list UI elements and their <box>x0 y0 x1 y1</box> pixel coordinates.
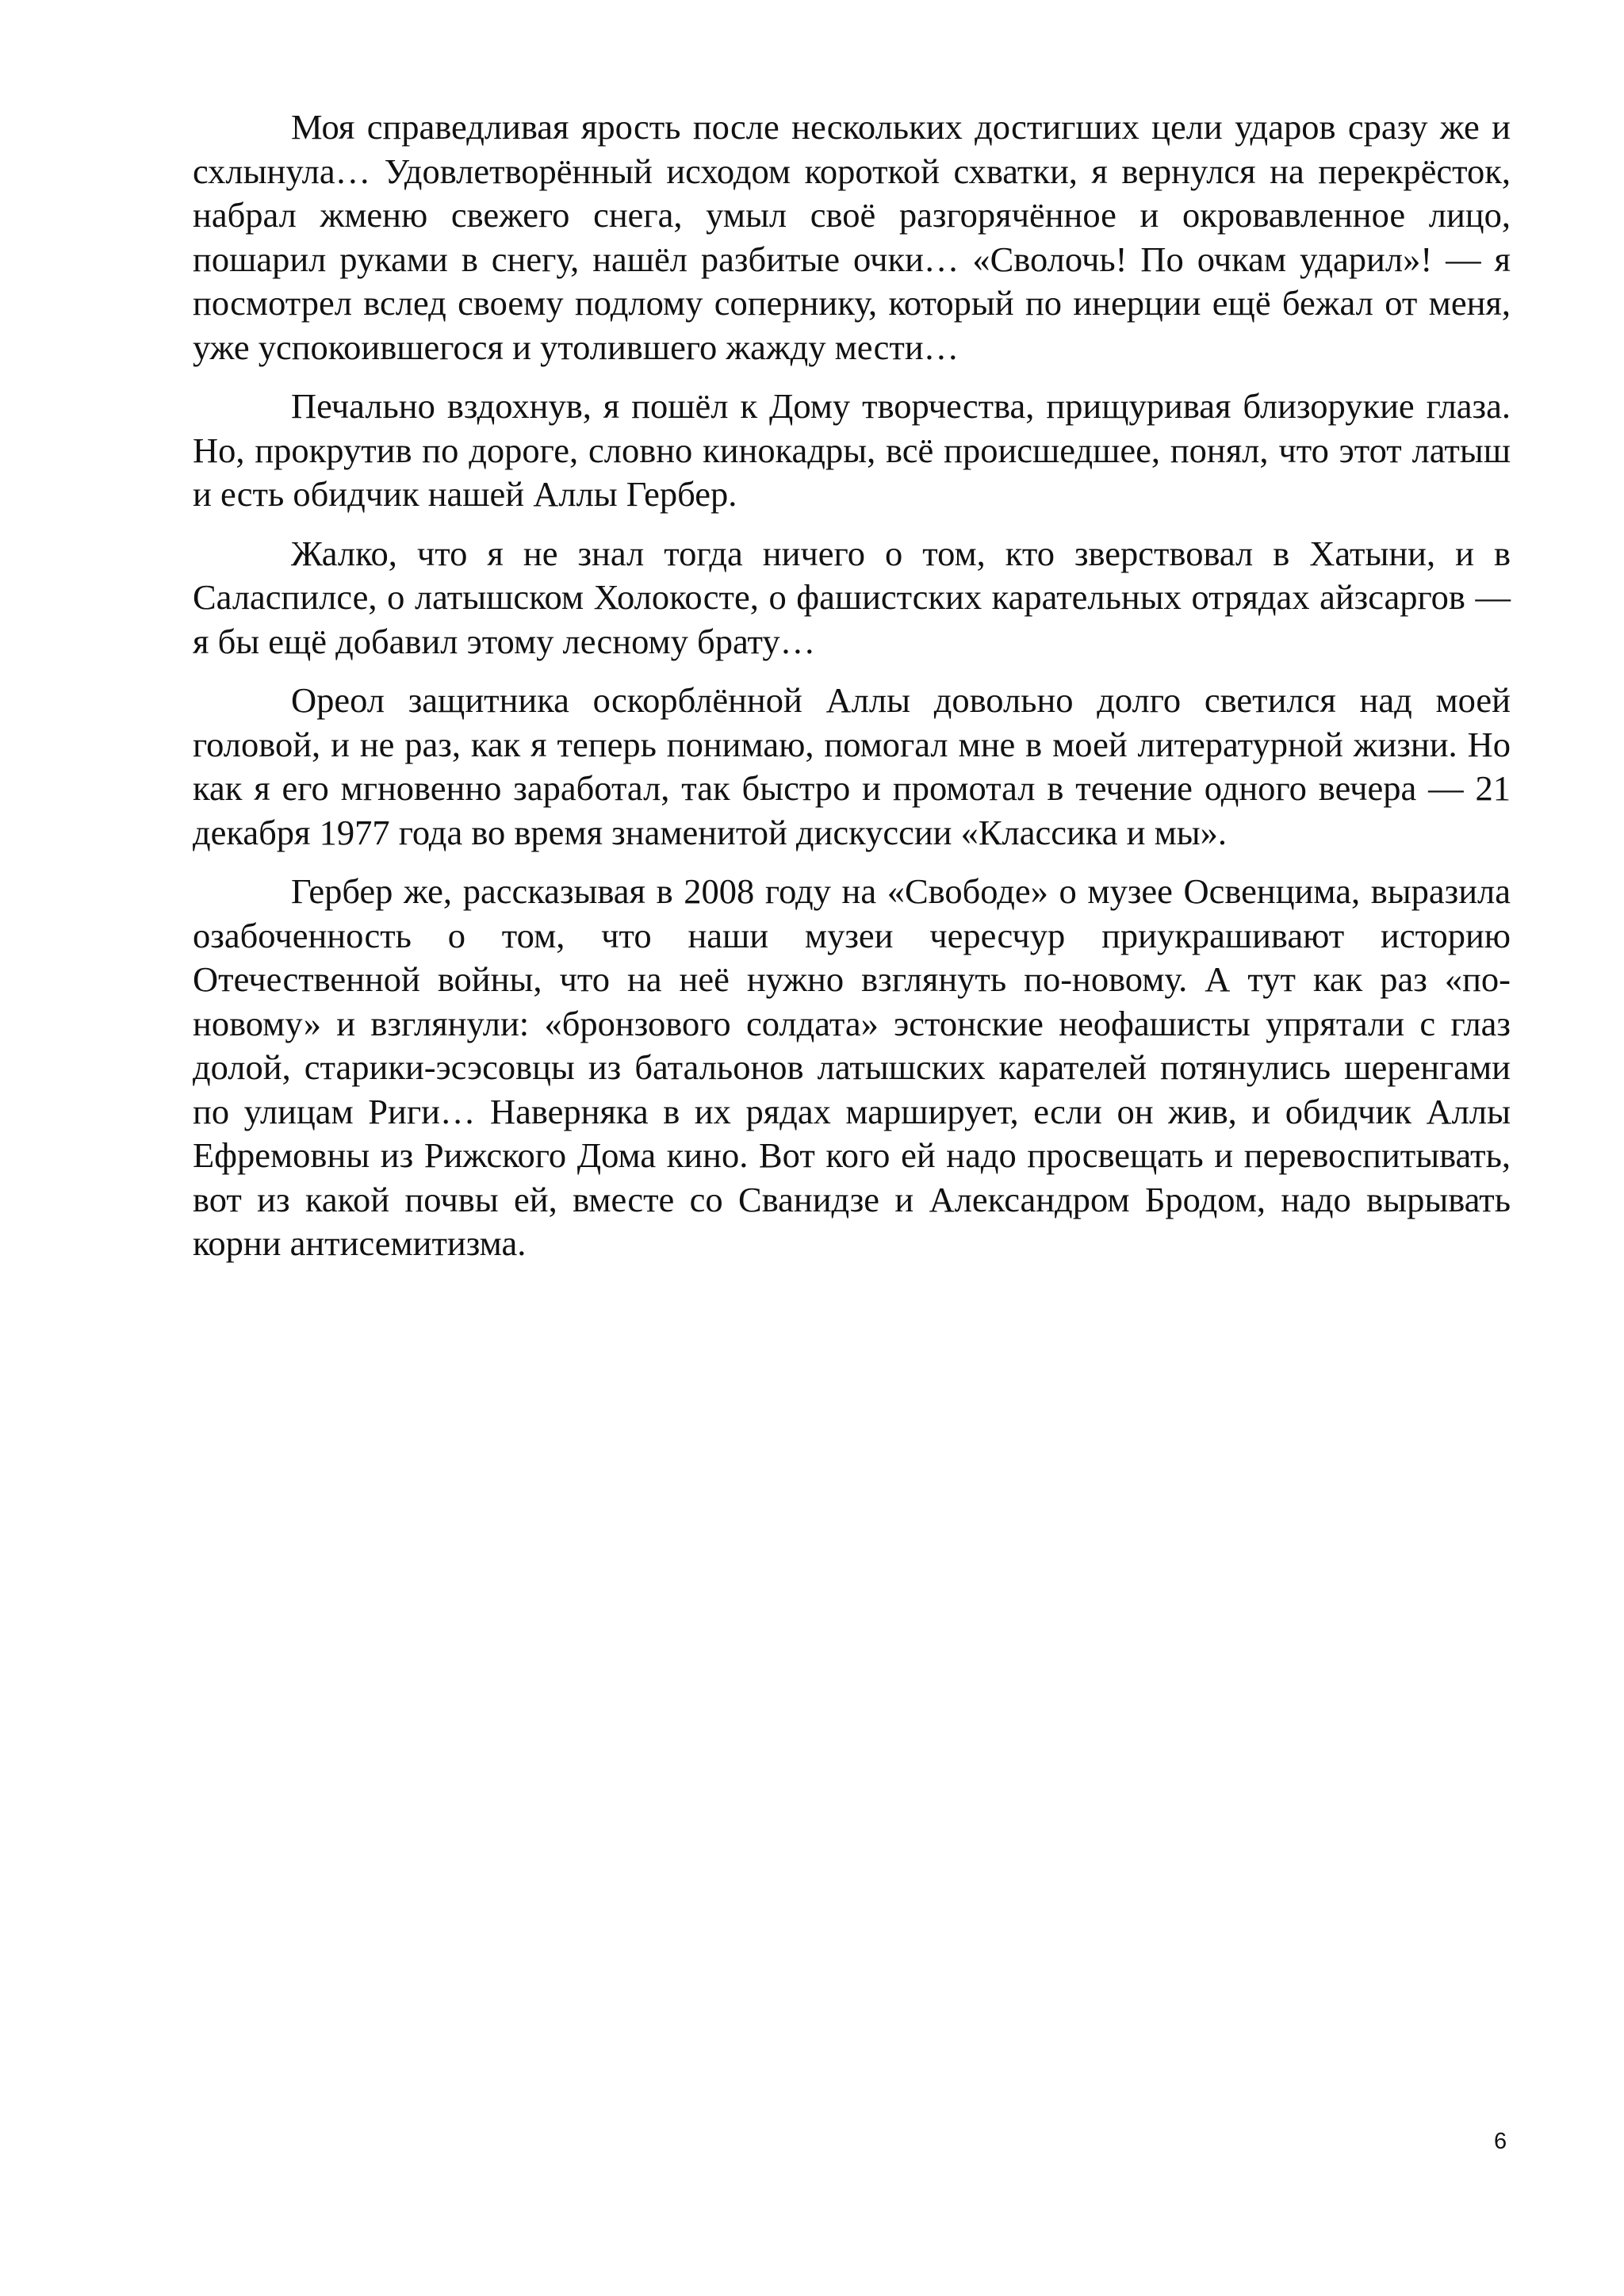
page-number: 6 <box>1494 2129 1507 2154</box>
paragraph: Гербер же, рассказывая в 2008 году на «Свободе» о музее Освенцима, выразила озабоченность о том, что наши музеи чересчур приукрашивают историю Отечественной войны, что на неё нужно взглянуть по-новому. А тут как раз «по-новому» и взглянули: «бронзового солдата» эстонские неофашисты упрятали с глаз долой, старики-эсэсовцы из батальонов латышских карателей потянулись шеренгами по улицам Риги… Наверняка в их рядах марширует, если он жив, и обидчик Аллы Ефремовны из Рижского Дома кино. Вот кого ей надо просвещать и перевоспитывать, вот из какой почвы ей, вместе со Сванидзе и Александром Бродом, надо вырывать корни антисемитизма. <box>193 871 1511 1263</box>
paragraph: Жалко, что я не знал тогда ничего о том, кто зверствовал в Хатыни, и в Саласпилсе, о латышском Холокосте, о фашистских карательных отрядах айзсаргов — я бы ещё добавил этому лесному брату… <box>193 533 1511 661</box>
paragraph: Ореол защитника оскорблённой Аллы довольно долго светился над моей головой, и не раз, как я теперь понимаю, помогал мне в моей литературной жизни. Но как я его мгновенно заработал, так быстро и промотал в течение одного вечера — 21 декабря 1977 года во время знаменитой дискуссии «Классика и мы». <box>193 680 1511 852</box>
paragraph: Печально вздохнув, я пошёл к Дому творчества, прищуривая близорукие глаза. Но, прокрутив по дороге, словно кинокадры, всё происшедшее, понял, что этот латыш и есть обидчик нашей Аллы Гербер. <box>193 386 1511 514</box>
document-body <box>193 105 1511 1281</box>
paragraph: Моя справедливая ярость после нескольких достигших цели ударов сразу же и схлынула… Удовлетворённый исходом короткой схватки, я вернулся на перекрёсток, набрал жменю свежего снега, умыл своё разгорячённое и окровавленное лицо, пошарил руками в снегу, нашёл разбитые очки… «Сволочь! По очкам ударил»! — я посмотрел вслед своему подлому сопернику, который по инерции ещё бежал от меня, уже успокоившегося и утолившего жажду мести… <box>193 107 1511 367</box>
